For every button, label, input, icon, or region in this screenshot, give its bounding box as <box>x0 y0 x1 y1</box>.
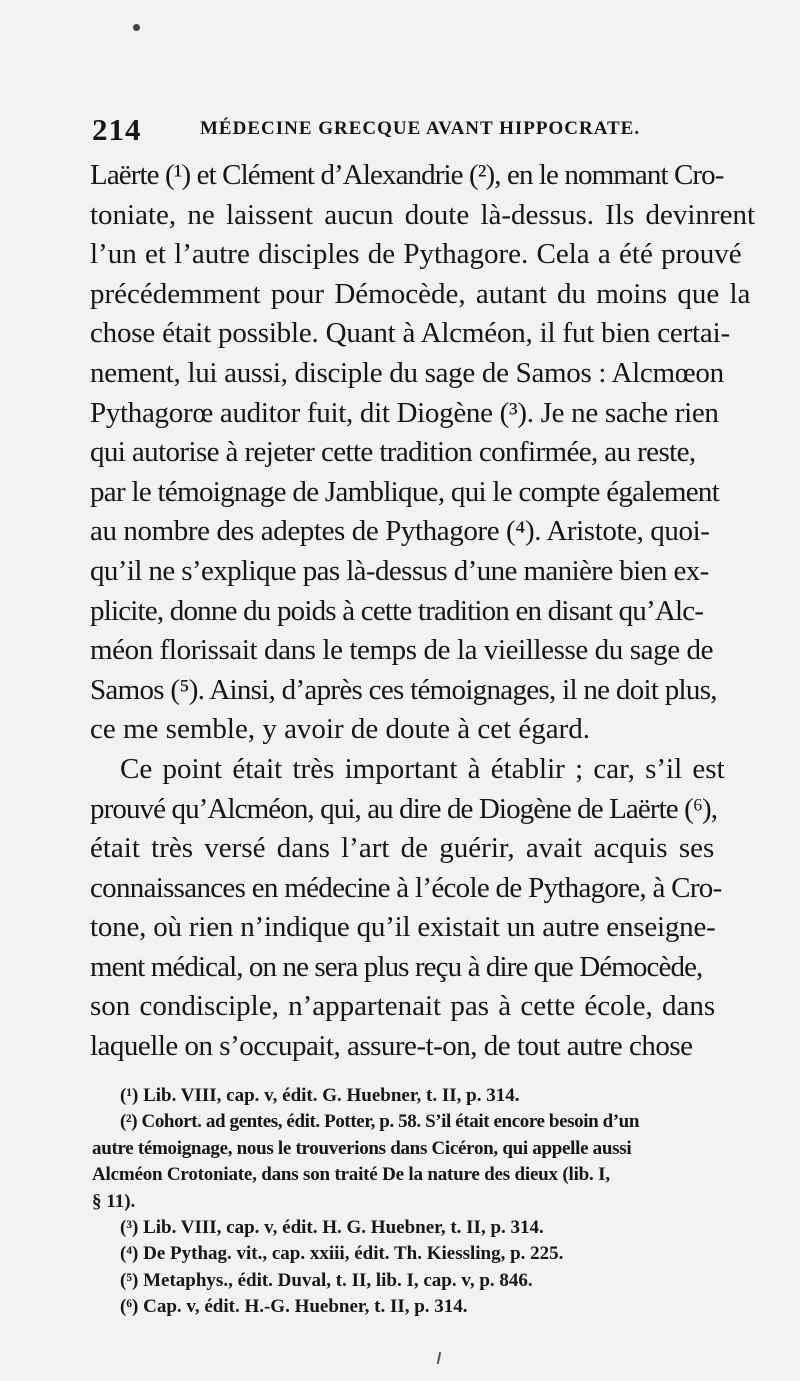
page-header <box>92 112 782 152</box>
body-line: chose était possible. Quant à Alcméon, il fut bien certai- <box>90 317 730 350</box>
body-line: Pythagorœ auditor fuit, dit Diogène (³). Je ne sache rien <box>90 396 719 429</box>
body-line: Samos (⁵). Ainsi, d’après ces témoignages, il ne doit plus, <box>90 673 717 706</box>
footnote-line: (⁵) Metaphys., édit. Duval, t. II, lib. I, cap. v, p. 846. <box>120 1269 533 1291</box>
body-line: Ce point était très important à établir ; car, s’il est <box>120 752 725 785</box>
running-title: MÉDECINE GRECQUE AVANT HIPPOCRATE. <box>200 118 641 139</box>
footnote-line: (²) Cohort. ad gentes, édit. Potter, p. 58. S’il était encore besoin d’un <box>120 1111 640 1133</box>
page-number: 214 <box>92 112 142 147</box>
body-line: méon florissait dans le temps de la vieillesse du sage de <box>90 634 714 667</box>
footnote-line: (⁴) De Pythag. vit., cap. xxiii, édit. Th. Kiessling, p. 225. <box>120 1243 564 1265</box>
footnote-line: (⁶) Cap. v, édit. H.-G. Huebner, t. II, p. 314. <box>120 1296 468 1318</box>
body-line: qu’il ne s’explique pas là-dessus d’une manière bien ex- <box>90 554 709 587</box>
body-line: plicite, donne du poids à cette tradition en disant qu’Alc- <box>90 594 704 627</box>
body-line: était très versé dans l’art de guérir, avait acquis ses <box>90 832 715 865</box>
body-line: au nombre des adeptes de Pythagore (⁴). Aristote, quoi- <box>90 515 710 548</box>
footnote-line: § 11). <box>92 1190 136 1212</box>
body-line: tone, où rien n’indique qu’il existait un autre enseigne- <box>90 911 716 944</box>
body-line: par le témoignage de Jamblique, qui le compte également <box>90 475 720 508</box>
body-line: Laërte (¹) et Clément d’Alexandrie (²), en le nommant Cro- <box>90 159 724 191</box>
ink-speck <box>133 24 140 31</box>
body-line: laquelle on s’occupait, assure-t-on, de tout autre chose <box>90 1030 693 1063</box>
footnote-line: (³) Lib. VIII, cap. v, édit. H. G. Huebner, t. II, p. 314. <box>120 1216 544 1238</box>
body-line: nement, lui aussi, disciple du sage de Samos : Alcmœon <box>90 356 724 389</box>
body-line: l’un et l’autre disciples de Pythagore. Cela a été prouvé <box>90 238 742 271</box>
footnotes <box>92 1083 782 1321</box>
body-line: prouvé qu’Alcméon, qui, au dire de Diogène de Laërte (⁶), <box>90 792 718 825</box>
body-line: précédemment pour Démocède, autant du moins que la <box>90 277 751 310</box>
footnote-line: autre témoignage, nous le trouverions dans Cicéron, qui appelle aussi <box>92 1137 632 1159</box>
body-line: qui autorise à rejeter cette tradition confirmée, au reste, <box>90 436 696 469</box>
body-line: toniate, ne laissent aucun doute là-dessus. Ils devinrent <box>90 198 756 231</box>
body-text <box>90 156 756 1067</box>
ink-mark <box>437 1352 441 1364</box>
body-line: ment médical, on ne sera plus reçu à dire que Démocède, <box>90 950 703 983</box>
body-line: ce me semble, y avoir de doute à cet égard. <box>90 713 591 746</box>
footnote-line: (¹) Lib. VIII, cap. v, édit. G. Huebner, t. II, p. 314. <box>120 1085 520 1106</box>
body-line: connaissances en médecine à l’école de Pythagore, à Cro- <box>90 871 722 904</box>
body-line: son condisciple, n’appartenait pas à cette école, dans <box>90 990 716 1023</box>
footnote-line: Alcméon Crotoniate, dans son traité De la nature des dieux (lib. I, <box>92 1164 610 1186</box>
